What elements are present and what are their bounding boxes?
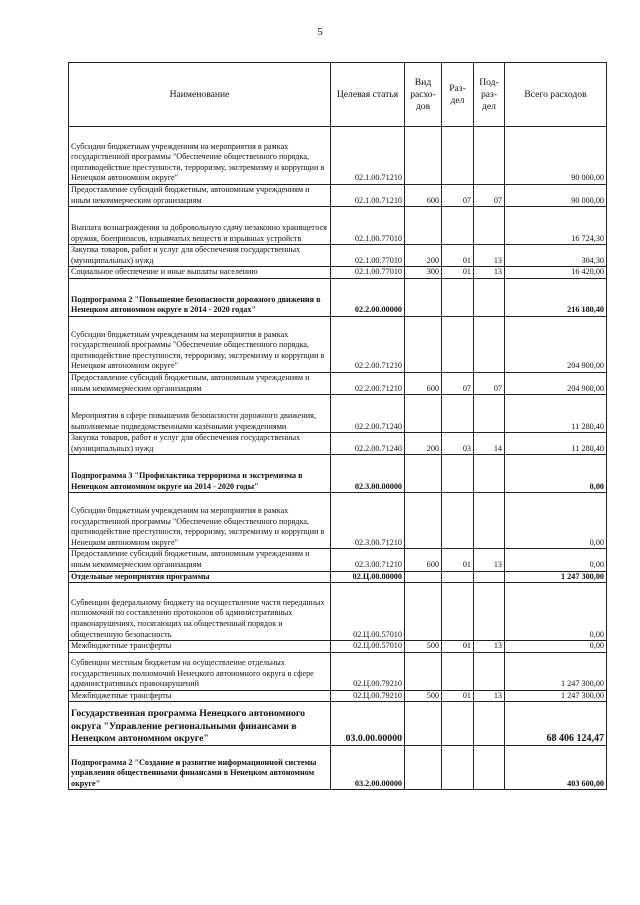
cell-section: 07 — [442, 185, 474, 207]
cell-section — [442, 395, 474, 433]
cell-subsection — [474, 746, 505, 790]
cell-name: Межбюджетные трансферты — [69, 641, 331, 653]
cell-expense-type — [405, 493, 442, 549]
cell-code: 02.1.00.77010 — [331, 207, 405, 245]
cell-total: 90 000,00 — [505, 127, 607, 185]
table-row — [69, 316, 607, 372]
cell-code: 02.2.00.71240 — [331, 433, 405, 455]
cell-total: 11 280,40 — [505, 395, 607, 433]
cell-subsection — [474, 702, 505, 746]
cell-section: 01 — [442, 549, 474, 571]
cell-section — [442, 278, 474, 316]
cell-total: 204 900,00 — [505, 372, 607, 394]
cell-name: Мероприятия в сфере повышения безопасности дорожного движения, выполняемые подведомственными казёнными учреждениями — [69, 395, 331, 433]
cell-subsection: 13 — [474, 549, 505, 571]
table-row — [69, 641, 607, 653]
cell-subsection: 13 — [474, 267, 505, 279]
cell-total: 304,30 — [505, 245, 607, 267]
cell-section: 03 — [442, 433, 474, 455]
table-row — [69, 372, 607, 394]
cell-expense-type — [405, 571, 442, 583]
cell-total: 11 280,40 — [505, 433, 607, 455]
cell-expense-type: 200 — [405, 245, 442, 267]
cell-subsection — [474, 316, 505, 372]
cell-section — [442, 746, 474, 790]
header-section: Раз-дел — [442, 63, 474, 127]
cell-subsection — [474, 583, 505, 641]
table-row — [69, 455, 607, 493]
header-row — [69, 63, 607, 127]
cell-name: Предоставление субсидий бюджетным, автономным учреждениям и иным некоммерческим организациям — [69, 549, 331, 571]
cell-expense-type — [405, 278, 442, 316]
cell-code: 02.2.00.71210 — [331, 372, 405, 394]
cell-code: 02.3.00.71210 — [331, 493, 405, 549]
cell-subsection: 14 — [474, 433, 505, 455]
cell-section — [442, 702, 474, 746]
cell-total: 16 420,00 — [505, 267, 607, 279]
cell-total: 403 600,00 — [505, 746, 607, 790]
table-row — [69, 493, 607, 549]
cell-section — [442, 207, 474, 245]
cell-name: Субвенции федеральному бюджету на осуществление части переданных полномочий по составлению протоколов об административных правонарушениях, посягающих на общественный порядок и общественную безопасность — [69, 583, 331, 641]
cell-code: 02.3.00.00000 — [331, 455, 405, 493]
table-row — [69, 652, 607, 690]
cell-expense-type: 600 — [405, 372, 442, 394]
table-row — [69, 185, 607, 207]
cell-expense-type — [405, 127, 442, 185]
cell-subsection — [474, 127, 505, 185]
cell-total: 1 247 300,00 — [505, 690, 607, 702]
cell-expense-type: 600 — [405, 549, 442, 571]
cell-subsection — [474, 571, 505, 583]
cell-subsection: 13 — [474, 245, 505, 267]
cell-section — [442, 493, 474, 549]
page-number: 5 — [317, 26, 323, 38]
table-row — [69, 207, 607, 245]
cell-expense-type: 500 — [405, 690, 442, 702]
cell-section: 07 — [442, 372, 474, 394]
cell-section — [442, 455, 474, 493]
table-row — [69, 127, 607, 185]
cell-name: Закупка товаров, работ и услуг для обеспечения государственных (муниципальных) нужд — [69, 245, 331, 267]
cell-total: 0,00 — [505, 455, 607, 493]
cell-expense-type — [405, 583, 442, 641]
cell-code: 02.Ц.00.57010 — [331, 641, 405, 653]
cell-expense-type — [405, 455, 442, 493]
cell-subsection — [474, 493, 505, 549]
cell-name: Предоставление субсидий бюджетным, автономным учреждениям и иным некоммерческим организациям — [69, 185, 331, 207]
table-row — [69, 395, 607, 433]
cell-total: 0,00 — [505, 641, 607, 653]
cell-section — [442, 127, 474, 185]
cell-section: 01 — [442, 245, 474, 267]
table-row — [69, 267, 607, 279]
header-subsection: Под-раз-дел — [474, 63, 505, 127]
cell-code: 02.1.00.77010 — [331, 245, 405, 267]
cell-expense-type: 600 — [405, 185, 442, 207]
cell-code: 02.1.00.77010 — [331, 267, 405, 279]
cell-expense-type: 300 — [405, 267, 442, 279]
table-row — [69, 549, 607, 571]
budget-table — [68, 62, 607, 790]
cell-expense-type — [405, 395, 442, 433]
cell-expense-type: 500 — [405, 641, 442, 653]
cell-subsection — [474, 207, 505, 245]
cell-subsection: 07 — [474, 372, 505, 394]
cell-expense-type: 200 — [405, 433, 442, 455]
header-name: Наименование — [69, 63, 331, 127]
cell-expense-type — [405, 207, 442, 245]
cell-subsection — [474, 278, 505, 316]
cell-section — [442, 571, 474, 583]
cell-name: Государственная программа Ненецкого автономного округа "Управление региональными финансами в Ненецком автономном округе" — [69, 702, 331, 746]
cell-expense-type — [405, 702, 442, 746]
table-row — [69, 690, 607, 702]
table-row — [69, 746, 607, 790]
cell-code: 03.0.00.00000 — [331, 702, 405, 746]
cell-code: 02.2.00.71240 — [331, 395, 405, 433]
cell-section: 01 — [442, 267, 474, 279]
cell-name: Социальное обеспечение и иные выплаты населению — [69, 267, 331, 279]
cell-subsection: 13 — [474, 641, 505, 653]
cell-total: 216 180,40 — [505, 278, 607, 316]
cell-name: Подпрограмма 2 "Повышение безопасности дорожного движения в Ненецком автономном округе в 2014 - 2020 годах" — [69, 278, 331, 316]
cell-subsection: 13 — [474, 690, 505, 702]
table-row — [69, 245, 607, 267]
cell-section: 01 — [442, 641, 474, 653]
cell-section: 01 — [442, 690, 474, 702]
cell-subsection — [474, 455, 505, 493]
cell-code: 02.1.00.71210 — [331, 185, 405, 207]
cell-name: Закупка товаров, работ и услуг для обеспечения государственных (муниципальных) нужд — [69, 433, 331, 455]
cell-total: 68 406 124,47 — [505, 702, 607, 746]
header-total: Всего расходов — [505, 63, 607, 127]
cell-name: Отдельные мероприятия программы — [69, 571, 331, 583]
cell-section — [442, 652, 474, 690]
header-code: Целевая статья — [331, 63, 405, 127]
cell-code: 02.Ц.00.79210 — [331, 652, 405, 690]
table-row — [69, 702, 607, 746]
cell-total: 1 247 300,00 — [505, 652, 607, 690]
cell-name: Субсидии бюджетным учреждениям на мероприятия в рамках государственной программы "Обеспечение общественного порядка, противодействие преступности, терроризму, экстремизму и коррупции в Ненецком автономном округе" — [69, 493, 331, 549]
table-row — [69, 583, 607, 641]
cell-expense-type — [405, 316, 442, 372]
cell-name: Субвенции местным бюджетам на осуществление отдельных государственных полномочий Ненецкого автономного округа в сфере административных правонарушений — [69, 652, 331, 690]
cell-section — [442, 316, 474, 372]
cell-total: 90 000,00 — [505, 185, 607, 207]
cell-code: 02.3.00.71210 — [331, 549, 405, 571]
cell-name: Межбюджетные трансферты — [69, 690, 331, 702]
cell-expense-type — [405, 746, 442, 790]
cell-code: 02.Ц.00.79210 — [331, 690, 405, 702]
cell-subsection — [474, 652, 505, 690]
cell-name: Предоставление субсидий бюджетным, автономным учреждениям и иным некоммерческим организациям — [69, 372, 331, 394]
cell-name: Выплата вознаграждения за добровольную сдачу незаконно хранящегося оружия, боеприпасов, взрывчатых веществ и взрывных устройств — [69, 207, 331, 245]
cell-code: 02.1.00.71210 — [331, 127, 405, 185]
cell-name: Субсидии бюджетным учреждениям на мероприятия в рамках государственной программы "Обеспечение общественного порядка, противодействие преступности, терроризму, экстремизму и коррупции в Ненецком автономном округе" — [69, 316, 331, 372]
cell-name: Подпрограмма 2 "Создание и развитие информационной системы управления общественными финансами в Ненецком автономном округе" — [69, 746, 331, 790]
cell-code: 02.2.00.71210 — [331, 316, 405, 372]
table-row — [69, 278, 607, 316]
header-expense-type: Вид расхо-дов — [405, 63, 442, 127]
cell-total: 0,00 — [505, 549, 607, 571]
cell-expense-type — [405, 652, 442, 690]
cell-subsection: 07 — [474, 185, 505, 207]
cell-code: 02.2.00.00000 — [331, 278, 405, 316]
cell-total: 16 724,30 — [505, 207, 607, 245]
cell-name: Подпрограмма 3 "Профилактика терроризма и экстремизма в Ненецком автономном округе на 2014 - 2020 годы" — [69, 455, 331, 493]
table-row — [69, 433, 607, 455]
cell-code: 03.2.00.00000 — [331, 746, 405, 790]
cell-code: 02.Ц.00.57010 — [331, 583, 405, 641]
cell-subsection — [474, 395, 505, 433]
cell-total: 1 247 300,00 — [505, 571, 607, 583]
cell-total: 0,00 — [505, 583, 607, 641]
cell-total: 204 900,00 — [505, 316, 607, 372]
table-row — [69, 571, 607, 583]
cell-section — [442, 583, 474, 641]
cell-name: Субсидии бюджетным учреждениям на мероприятия в рамках государственной программы "Обеспечение общественного порядка, противодействие преступности, терроризму, экстремизму и коррупции в Ненецком автономном округе" — [69, 127, 331, 185]
cell-code: 02.Ц.00.00000 — [331, 571, 405, 583]
cell-total: 0,00 — [505, 493, 607, 549]
